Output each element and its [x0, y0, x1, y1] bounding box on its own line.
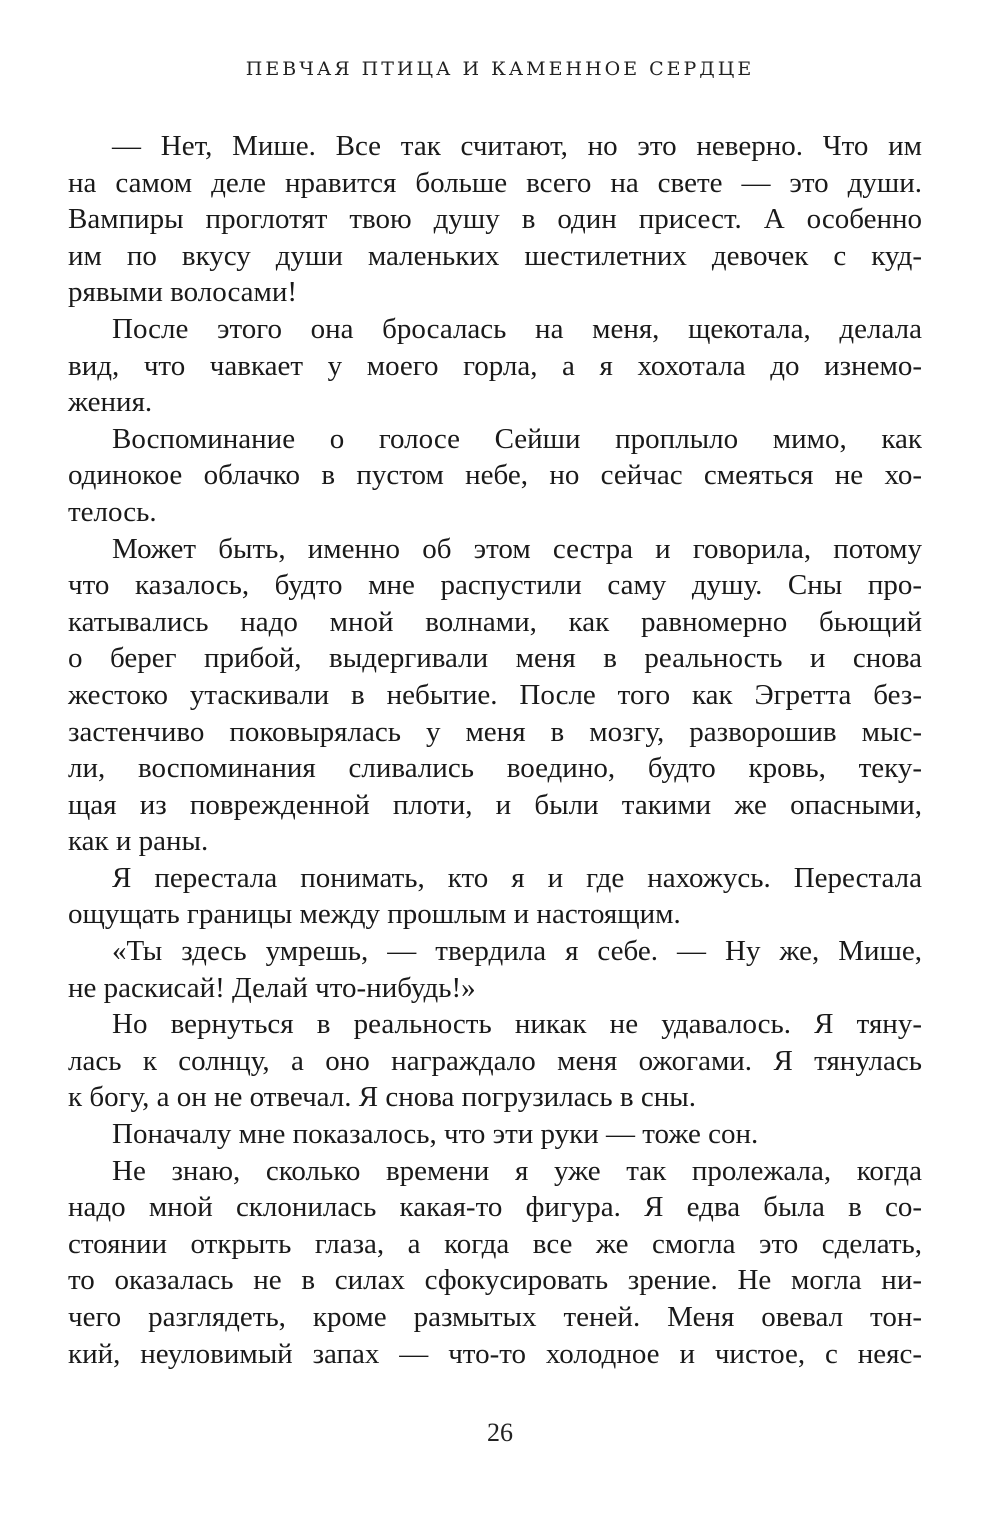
text-line: щая из поврежденной плоти, и были такими же опасными, [68, 788, 922, 821]
text-line: о берег прибой, выдергивали меня в реальность и снова [68, 642, 922, 675]
text-line: то оказалась не в силах сфокусировать зрение. Не могла ни- [68, 1264, 922, 1297]
text-line: на самом деле нравится больше всего на свете — это души. [68, 166, 922, 199]
text-line: кий, неуловимый запах — что-то холодное и чистое, с неяс- [68, 1337, 922, 1370]
text-line: Может быть, именно об этом сестра и говорила, потому [112, 532, 922, 565]
text-line: застенчиво поковырялась у меня в мозгу, разворошив мыс- [68, 715, 922, 748]
text-line: Но вернуться в реальность никак не удавалось. Я тяну- [112, 1008, 922, 1041]
text-line: Вампиры проглотят твою душу в один присест. А особенно [68, 203, 922, 236]
text-line: что казалось, будто мне распустили саму душу. Сны про- [68, 569, 922, 602]
text-line: жения. [68, 386, 153, 419]
text-line: телось. [68, 495, 157, 528]
text-line: Поначалу мне показалось, что эти руки — тоже сон. [112, 1118, 759, 1151]
text-line: После этого она бросалась на меня, щекотала, делала [112, 312, 922, 345]
text-line: как и раны. [68, 825, 209, 858]
text-line: им по вкусу души маленьких шестилетних девочек с куд- [68, 239, 922, 272]
text-line: ли, воспоминания сливались воедино, будто кровь, теку- [68, 752, 922, 785]
running-title: ПЕВЧАЯ ПТИЦА И КАМЕННОЕ СЕРДЦЕ [245, 58, 755, 80]
text-line: «Ты здесь умрешь, — твердила я себе. — Ну же, Мише, [112, 935, 922, 968]
text-line: Я перестала понимать, кто я и где нахожусь. Перестала [112, 861, 922, 894]
text-line: чего разглядеть, кроме размытых теней. Меня овевал тон- [68, 1301, 922, 1333]
text-line: стоянии открыть глаза, а когда все же смогла это сделать, [68, 1227, 922, 1260]
page-number: 26 [487, 1418, 513, 1447]
text-line: жестоко утаскивали в небытие. После того как Эгретта без- [68, 678, 922, 711]
text-line: рявыми волосами! [68, 276, 298, 309]
text-line: Не знаю, сколько времени я уже так пролежала, когда [112, 1154, 922, 1187]
text-line: — Нет, Мише. Все так считают, но это неверно. Что им [112, 130, 922, 162]
text-line: катывались надо мной волнами, как равномерно бьющий [68, 605, 922, 638]
text-line: к богу, а он не отвечал. Я снова погрузилась в сны. [68, 1081, 696, 1114]
text-line: вид, что чавкает у моего горла, а я хохотала до изнемо- [68, 349, 922, 382]
text-line: ощущать границы между прошлым и настоящим. [68, 898, 681, 931]
text-line: лась к солнцу, а оно награждало меня ожогами. Я тянулась [68, 1044, 922, 1077]
text-line: не раскисай! Делай что-нибудь!» [68, 971, 476, 1004]
text-line: надо мной склонилась какая-то фигура. Я едва была в со- [68, 1191, 922, 1224]
text-line: одинокое облачко в пустом небе, но сейчас смеяться не хо- [68, 459, 922, 492]
body-text [68, 128, 922, 1372]
text-line: Воспоминание о голосе Сейши проплыло мимо, как [112, 422, 922, 455]
